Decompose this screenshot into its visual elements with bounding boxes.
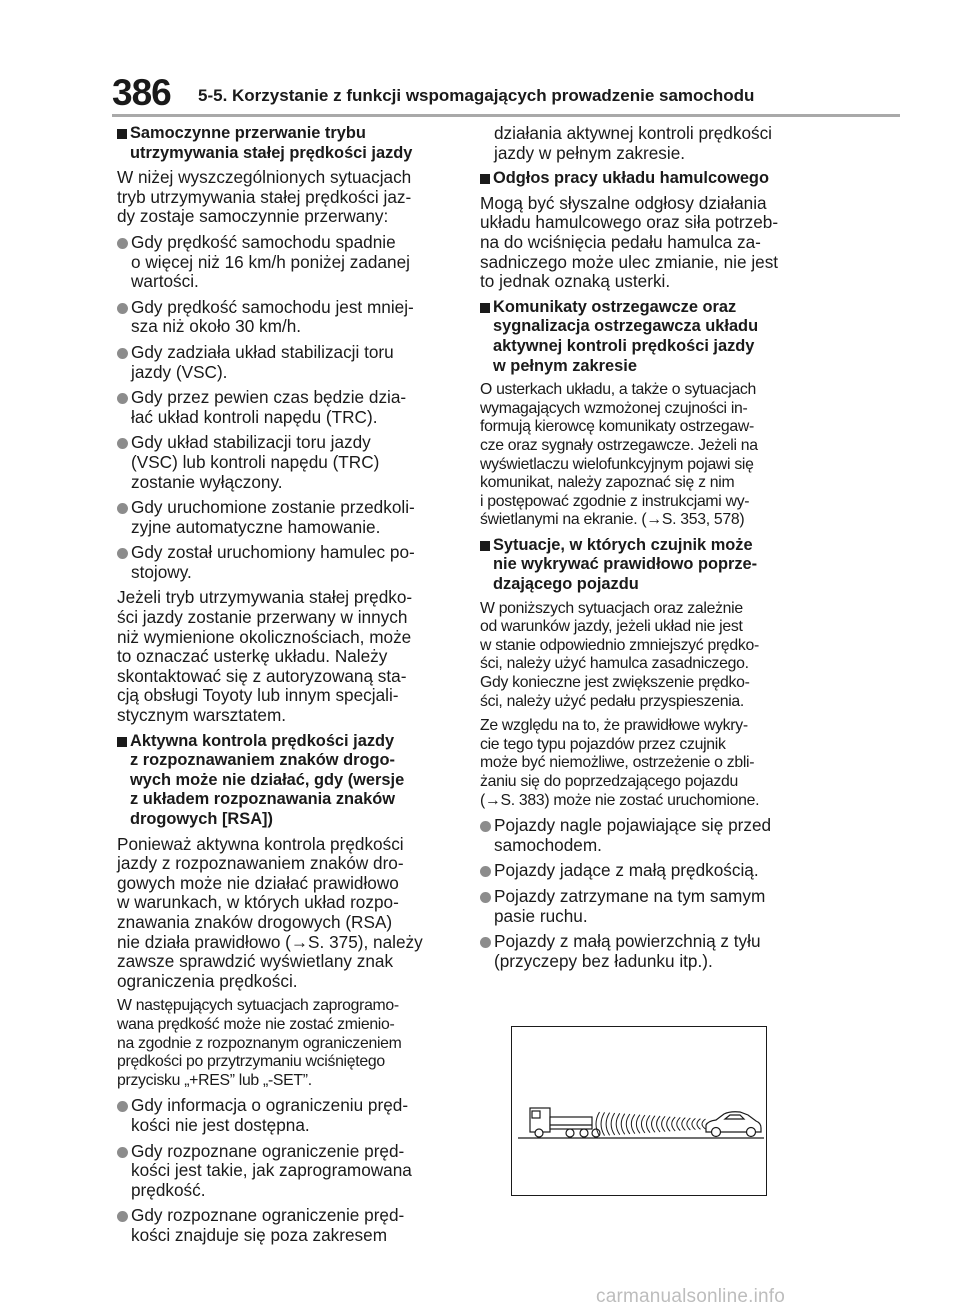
- paragraph: [480, 600, 806, 712]
- text-line: Gdy przez pewien czas będzie dzia-: [131, 387, 407, 408]
- list-item: [480, 816, 806, 855]
- wave-arc: [677, 1117, 681, 1130]
- text-line: Gdy został uruchomiony hamulec po-: [131, 542, 415, 563]
- text-line: Odgłos pracy układu hamulcowego: [493, 169, 769, 188]
- text-line: Pojazdy zatrzymane na tym samym: [494, 885, 766, 906]
- list-item: [480, 861, 806, 881]
- wave-arc: [621, 1114, 625, 1135]
- text-line: wana prędkość może nie zostać zmienio-: [117, 1015, 395, 1033]
- text-line: tryb utrzymywania stałej prędkości jaz-: [117, 186, 412, 207]
- car-icon: [706, 1112, 761, 1137]
- wave-arc: [636, 1115, 640, 1134]
- wave-arc: [702, 1119, 706, 1129]
- wave-arc: [697, 1119, 701, 1130]
- text-line: zawsze sprawdzić wyświetlany znak: [117, 951, 394, 972]
- paragraph: [480, 381, 806, 530]
- paragraph: [117, 997, 445, 1090]
- text-line: układu hamulcowego oraz siła potrzeb-: [480, 212, 779, 233]
- truck-icon: [530, 1108, 600, 1137]
- text-line: Gdy prędkość samochodu jest mniej-: [131, 296, 414, 317]
- list-item: [117, 298, 445, 337]
- text-line: nie wykrywać prawidłowo poprze-: [493, 555, 758, 574]
- text-line: ści, należy użyć pedału przyspieszenia.: [480, 692, 745, 710]
- list-item: [117, 433, 445, 492]
- wave-arc: [692, 1118, 696, 1129]
- heading-auto-cancel: Samoczynne przerwanie trybu utrzymywania stałej prędkości jazdy: [117, 124, 445, 163]
- text-line: ści jazdy zostanie przerwany w innych: [117, 607, 408, 628]
- square-bullet-icon: [480, 174, 490, 184]
- bullet-dot-icon: [117, 238, 128, 249]
- wave-arc: [611, 1113, 615, 1135]
- list-item: [117, 1142, 445, 1201]
- text-line: w warunkach, w których układ rozpo-: [117, 892, 399, 913]
- bullet-dot-icon: [117, 438, 128, 449]
- text-line: Jeżeli tryb utrzymywania stałej prędko-: [117, 587, 413, 608]
- text-line: Gdy rozpoznane ograniczenie pręd-: [131, 1140, 405, 1161]
- text-line: żaniu się do poprzedzającego pojazdu: [480, 773, 738, 790]
- heading-sensor-situations: [480, 536, 806, 595]
- text-line: Komunikaty ostrzegawcze oraz: [493, 297, 737, 316]
- text-line: w stanie odpowiednio zmniejszyć prędko-: [480, 636, 759, 654]
- text-line: wych może nie działać, gdy (wersje: [130, 770, 405, 789]
- square-bullet-icon: [480, 303, 490, 313]
- wave-arc: [687, 1118, 691, 1130]
- heading-rsa: [117, 732, 445, 830]
- text-line: na do wciśnięcia pedału hamulca za-: [480, 231, 761, 252]
- square-bullet-icon: [117, 129, 127, 139]
- text-line: W niżej wyszczególnionych sytuacjach: [117, 167, 412, 188]
- text-line: gowych może nie działać prawidłowo: [117, 872, 399, 893]
- text-line: nie działa prawidłowo (→S. 375), należy: [117, 931, 423, 952]
- bullet-dot-icon: [117, 348, 128, 359]
- text-line: Pojazdy nagle pojawiające się przed: [494, 815, 772, 836]
- text-line: wyświetlaczu wielofunkcyjnym pojawi się: [480, 455, 754, 473]
- text-line: działania aktywnej kontroli prędkości: [494, 123, 773, 143]
- text-line: o więcej niż 16 km/h poniżej zadanej: [131, 251, 410, 272]
- illustration-svg: [512, 1027, 768, 1197]
- text-line: dy zostaje samoczynnie przerwany:: [117, 206, 389, 227]
- text-line: skontaktować się z autoryzowaną sta-: [117, 665, 407, 686]
- text-line: (VSC) lub kontroli napędu (TRC): [131, 451, 380, 472]
- text-line: z układem rozpoznawania znaków: [130, 790, 396, 809]
- wave-arc: [631, 1114, 635, 1133]
- text-line: (przyczepy bez ładunku itp.).: [494, 950, 713, 971]
- text-line: prędkości po przytrzymaniu wciśniętego: [117, 1053, 385, 1071]
- wave-arc: [682, 1118, 686, 1131]
- text-line: stycznym warsztatem.: [117, 705, 287, 726]
- text-line: Gdy uruchomione zostanie przedkoli-: [131, 497, 415, 518]
- paragraph: [117, 168, 445, 227]
- heading-brake-noise: [480, 169, 806, 189]
- list-item: [480, 887, 806, 926]
- text-line: samochodem.: [494, 834, 602, 855]
- list-item: [117, 543, 445, 582]
- list-item: [480, 932, 806, 971]
- list-item: [117, 388, 445, 427]
- text-line: Gdy informacja o ograniczeniu pręd-: [131, 1095, 409, 1116]
- text-line: cie tego typu pojazdów przez czujnik: [480, 735, 726, 753]
- list-item: [117, 343, 445, 382]
- list-item: [117, 498, 445, 537]
- wave-arc: [662, 1116, 666, 1131]
- bullet-dot-icon: [117, 393, 128, 404]
- bullet-dot-icon: [480, 892, 491, 903]
- text-line: prędkość.: [131, 1179, 206, 1200]
- text-line: pasie ruchu.: [494, 905, 588, 926]
- text-line: to oznaczać usterkę układu. Należy: [117, 646, 388, 667]
- text-line: przycisku „+RES” lub „-SET”.: [117, 1071, 312, 1089]
- paragraph: [480, 717, 806, 810]
- left-column: [117, 124, 445, 1251]
- bullet-dot-icon: [117, 1211, 128, 1222]
- text-line: Gdy zadziała układ stabilizacji toru: [131, 341, 394, 362]
- text-line: i postępować zgodnie z instrukcjami wy-: [480, 492, 750, 510]
- text-line: wymagających wzmożonej czujności in-: [480, 399, 748, 417]
- text-line: Ze względu na to, że prawidłowe wykry-: [480, 717, 748, 735]
- wave-arc: [626, 1114, 630, 1134]
- text-line: od warunków jazdy, jeżeli układ nie jest: [480, 618, 743, 636]
- square-bullet-icon: [480, 541, 490, 551]
- text-line: świetlanymi na ekranie. (→S. 353, 578): [480, 511, 745, 529]
- paragraph: [117, 588, 445, 725]
- text-line: jazdy w pełnym zakresie.: [494, 142, 686, 163]
- list-item: [117, 1206, 445, 1245]
- text-line: stojowy.: [131, 561, 192, 582]
- text-line: kości znajduje się poza zakresem: [131, 1224, 388, 1245]
- watermark: carmanualsonline.info: [596, 1286, 786, 1307]
- text-line: Ponieważ aktywna kontrola prędkości: [117, 833, 404, 854]
- text-line: z rozpoznawaniem znaków drogo-: [130, 751, 395, 770]
- text-line: zyjne automatyczne hamowanie.: [131, 516, 381, 537]
- bullet-dot-icon: [480, 937, 491, 948]
- text-line: sadniczego może ulec zmianie, nie jest: [480, 251, 779, 272]
- wave-arc: [667, 1117, 671, 1132]
- text-line: wartości.: [131, 271, 199, 292]
- text-line: Pojazdy z małą powierzchnią z tyłu: [494, 931, 761, 952]
- right-column: [480, 124, 806, 977]
- wave-arc: [601, 1112, 605, 1135]
- text-line: Pojazdy jadące z małą prędkością.: [494, 860, 759, 881]
- sensor-wave-arcs: [596, 1112, 706, 1136]
- text-line: aktywnej kontroli prędkości jazdy: [493, 336, 755, 355]
- wave-arc: [652, 1116, 656, 1133]
- bullet-dot-icon: [480, 821, 491, 832]
- wave-arc: [606, 1113, 610, 1136]
- page-number: 386: [112, 72, 171, 113]
- text-line: Mogą być słyszalne odgłosy działania: [480, 192, 767, 213]
- bullet-dot-icon: [117, 1147, 128, 1158]
- text-line: w pełnym zakresie: [493, 356, 637, 375]
- bullet-dot-icon: [117, 303, 128, 314]
- text-line: znawania znaków drogowych (RSA): [117, 911, 393, 932]
- heading-warnings: [480, 298, 806, 376]
- text-line: Gdy konieczne jest zwiększenie prędko-: [480, 674, 750, 692]
- text-line: drogowych [RSA]): [130, 810, 273, 828]
- list-item: [117, 1096, 445, 1135]
- bullet-dot-icon: [480, 866, 491, 877]
- text-line: jazdy (VSC).: [131, 361, 228, 382]
- text-line: kości jest takie, jak zaprogramowana: [131, 1160, 412, 1181]
- text-line: na zgodnie z rozpoznanym ograniczeniem: [117, 1034, 402, 1052]
- text-line: łać układ kontroli napędu (TRC).: [131, 406, 378, 427]
- text-line: ograniczenia prędkości.: [117, 970, 298, 991]
- text-line: formują kierowcę komunikaty ostrzegaw-: [480, 418, 754, 436]
- bullet-dot-icon: [117, 1101, 128, 1112]
- text-line: komunikat, należy zapoznać się z nim: [480, 474, 735, 492]
- text-line: Aktywna kontrola prędkości jazdy: [130, 731, 395, 750]
- wave-arc: [672, 1117, 676, 1131]
- text-line: Gdy prędkość samochodu spadnie: [131, 231, 396, 252]
- paragraph: [480, 194, 806, 292]
- text-line: ści, należy użyć hamulca zasadniczego.: [480, 655, 749, 673]
- wave-arc: [616, 1113, 620, 1134]
- wave-arc: [646, 1115, 650, 1132]
- text-line: to jednak oznaką usterki.: [480, 271, 671, 292]
- illustration-truck-sensor-car: [511, 1026, 767, 1196]
- square-bullet-icon: [117, 737, 127, 747]
- text-line: zostanie wyłączony.: [131, 471, 283, 492]
- text-line: W następujących sytuacjach zaprogramo-: [117, 997, 399, 1015]
- text-line: O usterkach układu, a także o sytuacjach: [480, 381, 757, 399]
- text-line: niż wymienione okolicznościach, może: [117, 626, 412, 647]
- text-line: Sytuacje, w których czujnik może: [493, 535, 753, 554]
- text-line: cze oraz sygnały ostrzegawcze. Jeżeli na: [480, 436, 758, 454]
- list-item: [117, 233, 445, 292]
- text-line: kości nie jest dostępna.: [131, 1114, 310, 1135]
- bullet-dot-icon: [117, 503, 128, 514]
- section-title: 5-5. Korzystanie z funkcji wspomagających prowadzenie samochodu: [198, 86, 755, 105]
- text-line: Gdy rozpoznane ograniczenie pręd-: [131, 1205, 405, 1226]
- paragraph: [117, 835, 445, 992]
- text-line: jazdy z rozpoznawaniem znaków dro-: [117, 853, 404, 874]
- text-line: dzającego pojazdu: [493, 575, 639, 594]
- page-header: [0, 0, 960, 120]
- text-line: (→S. 383) może nie zostać uruchomione.: [480, 791, 760, 809]
- text-line: Gdy układ stabilizacji toru jazdy: [131, 432, 371, 453]
- wave-arc: [657, 1116, 661, 1132]
- text-line: sygnalizacja ostrzegawcza układu: [493, 317, 759, 336]
- header-divider: [112, 114, 900, 117]
- text-line: sza niż około 30 km/h.: [131, 316, 302, 337]
- wave-arc: [641, 1115, 645, 1133]
- paragraph: [480, 124, 806, 163]
- text-line: W poniższych sytuacjach oraz zależnie: [480, 599, 743, 617]
- bullet-dot-icon: [117, 548, 128, 559]
- text-line: cją obsługi Toyoty lub innym specjali-: [117, 685, 399, 706]
- text-line: może być niemożliwe, ostrzeżenie o zbli-: [480, 754, 755, 772]
